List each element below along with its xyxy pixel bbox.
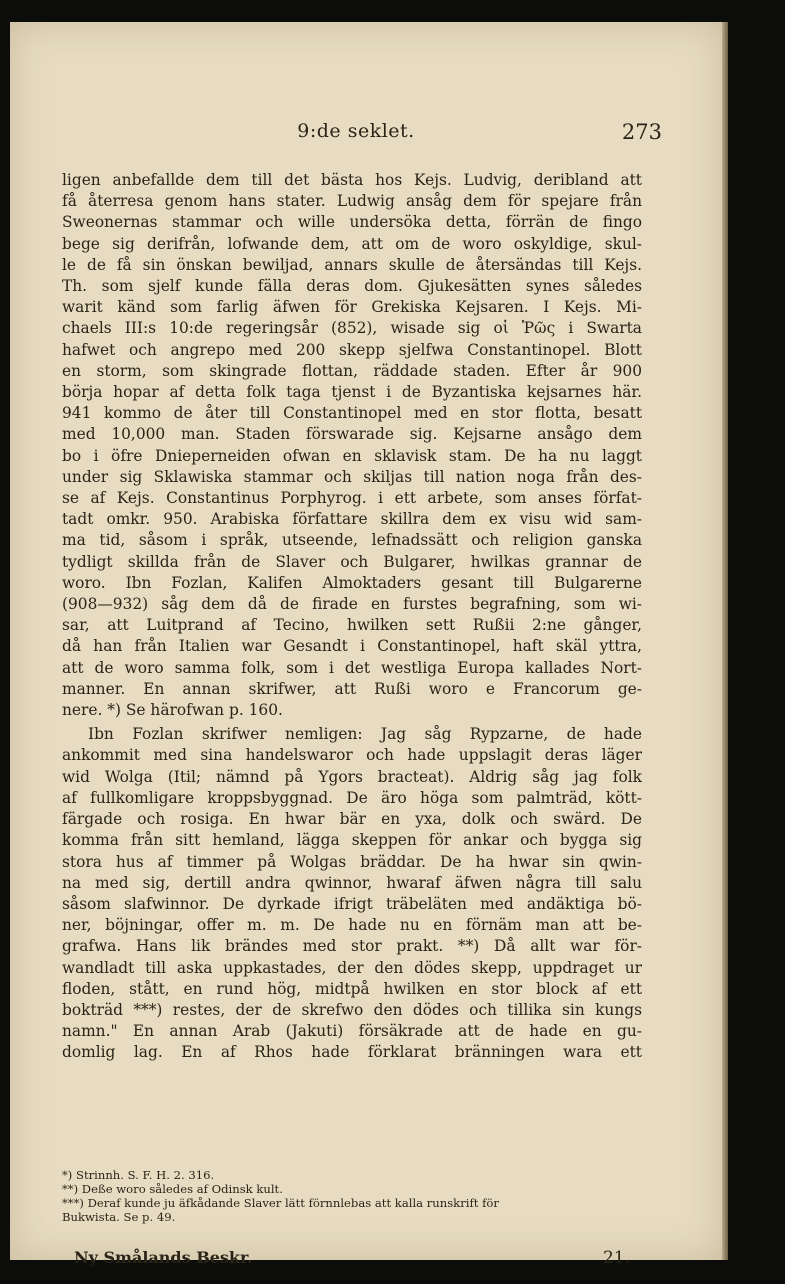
paragraph-1 [62, 170, 642, 721]
footnote: **) Deße woro således af Odinsk kult. [62, 1182, 283, 1196]
text-line: med 10,000 man. Staden förswarade sig. Kejsarne ansågo dem [62, 425, 642, 444]
text-line: under sig Sklawiska stammar och skiljas till nation noga från des- [62, 467, 642, 486]
text-line: komma från sitt hemland, lägga skeppen för ankar och bygga sig [62, 831, 642, 850]
text-line: ma tid, såsom i språk, utseende, lefnadssätt och religion ganska [62, 531, 642, 550]
text-line: bo i öfre Dnieperneiden ofwan en sklavisk stam. De ha nu laggt [62, 446, 642, 465]
text-line: såsom slafwinnor. De dyrkade ifrigt träbeläten med andäktiga bö- [62, 894, 642, 913]
text-line: domlig lag. En af Rhos hade förklarat bränningen wara ett [62, 1043, 642, 1062]
text-line: wandladt till aska uppkastades, der den dödes skepp, uppdraget ur [62, 958, 642, 977]
page-header [50, 120, 662, 146]
text-line: grafwa. Hans lik brändes med stor prakt. **) Då allt war för- [62, 937, 642, 956]
text-line: ligen anbefallde dem till det bästa hos Kejs. Ludvig, deribland att [62, 171, 642, 189]
text-line: nere. *) Se härofwan p. 160. [62, 701, 283, 720]
text-line: färgade och rosiga. En hwar bär en yxa, dolk och swärd. De [62, 810, 642, 829]
page-body [62, 170, 642, 1064]
printer-signature: Ny Smålands Beskr. [74, 1248, 253, 1267]
text-line: Th. som sjelf kunde fälla deras dom. Gjukesätten synes således [62, 277, 642, 296]
text-line: sar, att Luitprand af Tecino, hwilken sett Rußii 2:ne gånger, [62, 616, 642, 635]
text-line: ner, böjningar, offer m. m. De hade nu en förnäm man att be- [62, 916, 642, 935]
text-line: se af Kejs. Constantinus Porphyrog. i ett arbete, som anses förfat- [62, 489, 642, 508]
text-line: af fullkomligare kroppsbyggnad. De äro höga som palmträd, kött- [62, 788, 642, 807]
text-line: namn." En annan Arab (Jakuti) försäkrade att de hade en gu- [62, 1022, 642, 1041]
text-line: woro. Ibn Fozlan, Kalifen Almoktaders gesant till Bulgarerne [62, 573, 642, 592]
paragraph-2 [62, 724, 642, 1063]
text-line: bege sig derifrån, lofwande dem, att om de woro oskyldige, skul- [62, 234, 642, 253]
footnotes [62, 1168, 642, 1224]
text-line: tydligt skillda från de Slaver och Bulgarer, hwilkas grannar de [62, 552, 642, 571]
text-line: le de få sin önskan bewiljad, annars skulle de återsändas till Kejs. [62, 255, 642, 274]
footnote: ***) Deraf kunde ju äfkådande Slaver lätt förnnlebas att kalla runskrift för [62, 1196, 499, 1210]
text-line: att de woro samma folk, som i det westliga Europa kallades Nort- [62, 658, 642, 677]
footnote: Bukwista. Se p. 49. [62, 1210, 176, 1224]
page-footer [74, 1248, 630, 1270]
text-line: Sweonernas stammar och wille undersöka detta, förrän de fingo [62, 213, 642, 232]
text-line: ankommit med sina handelswaror och hade uppslagit deras läger [62, 746, 642, 765]
text-line: warit känd som farlig äfwen för Grekiska Kejsaren. I Kejs. Mi- [62, 298, 642, 317]
text-line: wid Wolga (Itil; nämnd på Ygors bracteat). Aldrig såg jag folk [62, 767, 642, 786]
page-edge [722, 22, 728, 1260]
text-line: 941 kommo de åter till Constantinopel med en stor flotta, besatt [62, 404, 642, 423]
book-page [10, 22, 722, 1268]
text-line: Ibn Fozlan skrifwer nemligen: Jag såg Rypzarne, de hade [88, 725, 642, 744]
text-line: då han från Italien war Gesandt i Constantinopel, haft skäl yttra, [62, 637, 642, 656]
footnote: *) Strinnh. S. F. H. 2. 316. [62, 1168, 215, 1182]
text-line: stora hus af timmer på Wolgas bräddar. De ha hwar sin qwin- [62, 852, 642, 871]
text-line: en storm, som skingrade flottan, räddade staden. Efter år 900 [62, 361, 642, 380]
running-head: 9:de seklet. [297, 120, 415, 142]
text-line: hafwet och angrepo med 200 skepp sjelfwa Constantinopel. Blott [62, 340, 642, 359]
text-line: (908—932) såg dem då de firade en furstes begrafning, som wi- [62, 595, 642, 614]
text-line: manner. En annan skrifwer, att Rußi woro e Francorum ge- [62, 679, 642, 698]
text-line: tadt omkr. 950. Arabiska författare skillra dem ex visu wid sam- [62, 510, 642, 529]
text-line: börja hopar af detta folk taga tjenst i de Byzantiska kejsarnes här. [62, 383, 642, 402]
text-line: få återresa genom hans stater. Ludwig ansåg dem för spejare från [62, 192, 642, 211]
text-line: floden, stått, en rund hög, midtpå hwilken en stor block af ett [62, 979, 642, 998]
text-line: chaels III:s 10:de regeringsår (852), wisade sig οἱ Ῥῶς i Swarta [62, 319, 642, 338]
page-number: 273 [621, 120, 662, 144]
sheet-number: 21. [602, 1248, 630, 1268]
text-line: na med sig, dertill andra qwinnor, hwaraf äfwen några till salu [62, 873, 642, 892]
text-line: bokträd ***) restes, der de skrefwo den dödes och tillika sin kungs [62, 1000, 642, 1019]
